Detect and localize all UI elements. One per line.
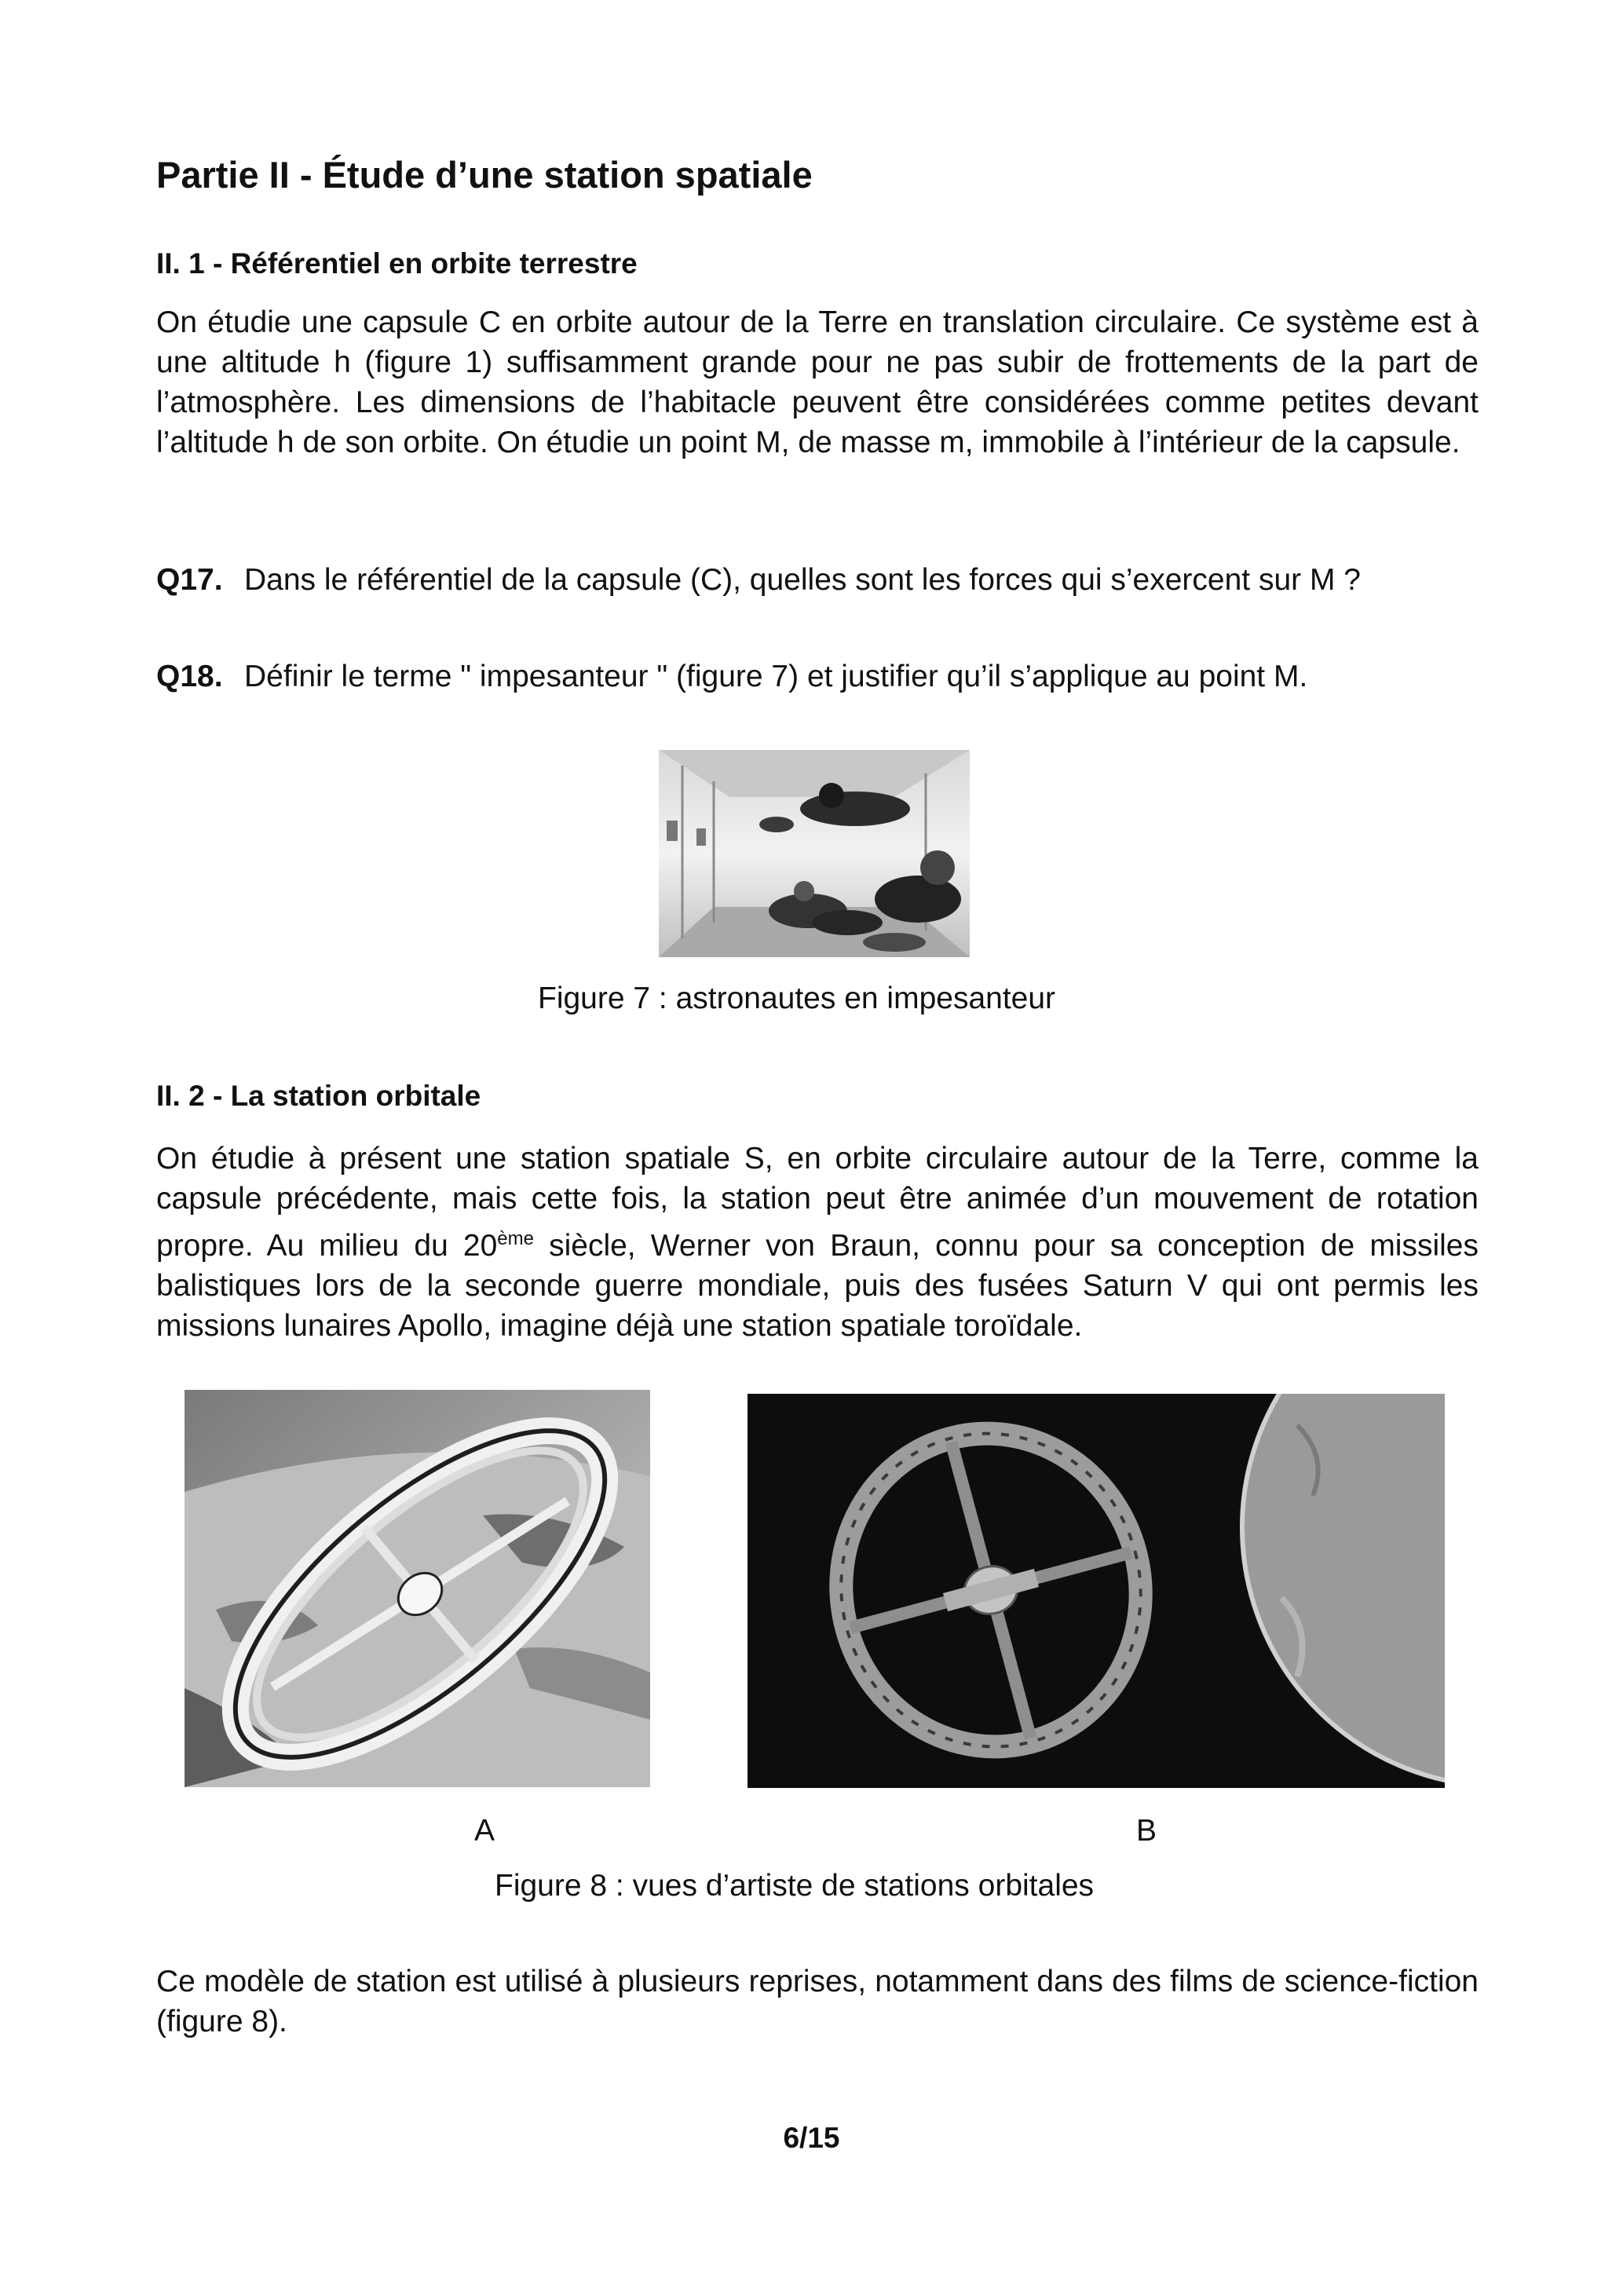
section2-text-part2: siècle, Werner von Braun, connu pour sa conception de missiles balistiques lors de la seconde guerre mondiale, puis des fusées Saturn V qui ont permis les missions lunaires Apollo, imagine déjà une station spatiale toroïdale. (156, 1229, 1479, 1343)
page-title: Partie II - Étude d’une station spatiale (156, 154, 813, 196)
question-text: Définir le terme " impesanteur " (figure 7) et justifier qu’il s’applique au point M. (244, 660, 1308, 693)
superscript-ordinal: ème (497, 1228, 534, 1249)
section1-paragraph: On étudie une capsule C en orbite autour de la Terre en translation circulaire. Ce système est à une altitude h (figure 1) suffisamment grande pour ne pas subir de frottements de la part de l’atmosphère. Les dimensions de l’habitacle peuvent être considérées comme petites devant l’altitude h de son orbite. On étudie un point M, de masse m, immobile à l’intérieur de la capsule. (156, 305, 1479, 459)
closing-paragraph: Ce modèle de station est utilisé à plusieurs reprises, notamment dans des films de science-fiction (figure 8). (156, 1965, 1479, 2038)
figure8-label-b: B (1136, 1814, 1157, 1848)
figure8-image-b (748, 1394, 1445, 1788)
question-q18 (156, 660, 1307, 694)
figure7-caption: Figure 7 : astronautes en impesanteur (538, 982, 1056, 1015)
section2-text-part1: On étudie à présent une station spatiale S, en orbite circulaire autour de la Terre, comme la capsule précédente, mais cette fois, la station peut être animée d’un mouvement de rotation propre. Au milieu du 20 (156, 1142, 1479, 1263)
question-q17 (156, 563, 1361, 598)
figure8-label-a: A (474, 1814, 495, 1848)
section2-paragraph (156, 1139, 1479, 1346)
section-heading-1: II. 1 - Référentiel en orbite terrestre (156, 247, 638, 280)
figure8-image-a (185, 1390, 650, 1787)
question-number: Q17. (156, 563, 223, 597)
question-text: Dans le référentiel de la capsule (C), quelles sont les forces qui s’exercent sur M ? (244, 563, 1361, 597)
page-number: 6/15 (783, 2122, 840, 2154)
question-number: Q18. (156, 660, 223, 693)
figure7-photo (659, 750, 970, 957)
figure8-caption: Figure 8 : vues d’artiste de stations orbitales (495, 1869, 1095, 1903)
section-heading-2: II. 2 - La station orbitale (156, 1080, 481, 1112)
